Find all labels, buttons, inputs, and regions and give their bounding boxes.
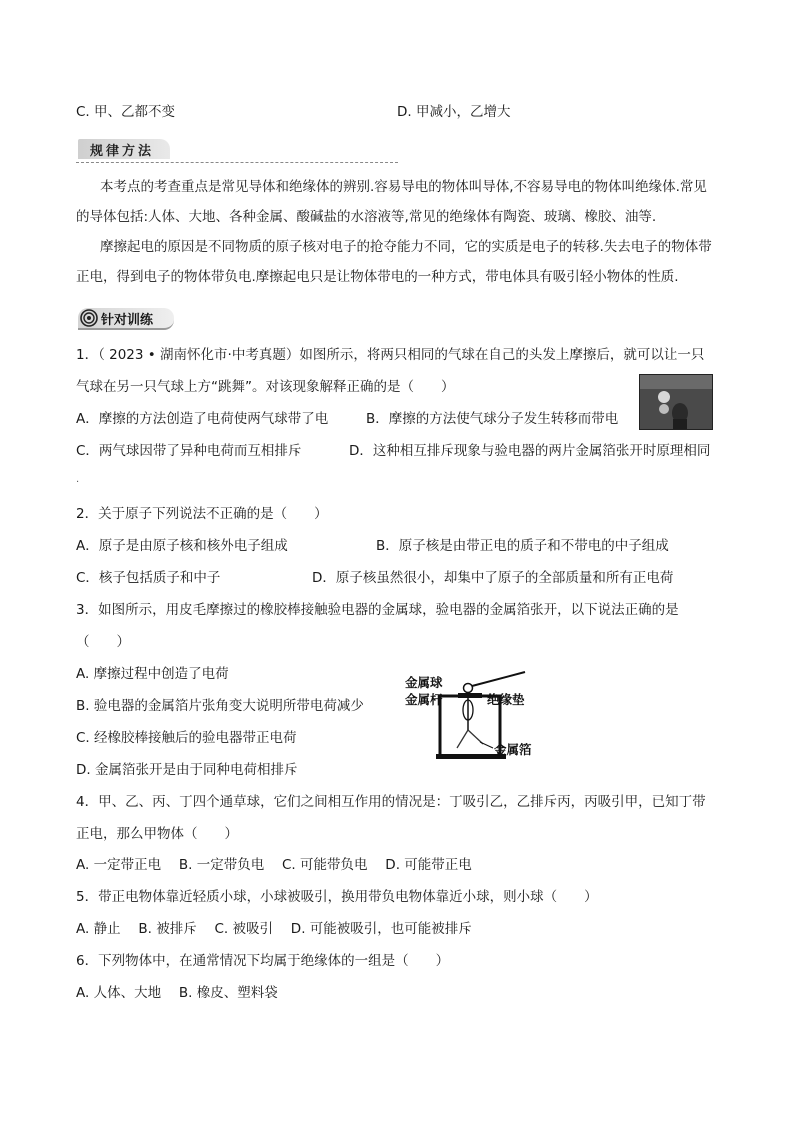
q3-option-d: D. 金属箔张开是由于同种电荷相排斥 [76,762,298,778]
q4-line-2: 正电，那么甲物体（ ） [76,826,238,842]
q3-line-2: （ ） [76,634,130,650]
q2-option-c: C．核子包括质子和中子 [76,570,221,586]
q1-option-c: C．两气球因带了异种电荷而互相排斥 [76,443,302,459]
stray-mark: . [76,474,80,485]
target-icon [80,309,98,327]
q1-line-1: 1．（ 2023 • 湖南怀化市·中考真题）如图所示，将两只相同的气球在自己的头发上摩擦后，就可以让一只 [76,347,705,363]
balloon-photo-image [640,375,712,429]
label-insulating-pad: 绝缘垫 [487,692,525,707]
q4-line-1: 4．甲、乙、丙、丁四个通草球，它们之间相互作用的情况是：丁吸引乙，乙排斥丙，丙吸引甲，已知丁带 [76,794,706,810]
q5-options: A. 静止 B. 被排斥 C. 被吸引 D. 可能被吸引，也可能被排斥 [76,921,472,937]
q3-line-1: 3．如图所示，用皮毛摩擦过的橡胶棒接触验电器的金属球，验电器的金属箔张开，以下说法正确的是 [76,602,679,618]
method-heading: 规律方法 [90,144,155,159]
q1-option-a: A．摩擦的方法创造了电荷使两气球带了电 [76,411,329,427]
q1-option-d: D．这种相互排斥现象与验电器的两片金属箔张开时原理相同 [349,443,711,459]
q2-option-d: D．原子核虽然很小，却集中了原子的全部质量和所有正电荷 [312,570,674,586]
method-paragraph-1: 本考点的考查重点是常见导体和绝缘体的辨别.容易导电的物体叫导体,不容易导电的物体叫绝缘体.常见的导体包括:人体、大地、各种金属、酸碱盐的水溶液等,常见的绝缘体有陶瓷、玻璃、橡胶、油等. [76,179,707,225]
balloon-photo [639,374,713,430]
q1-option-b: B．摩擦的方法使气球分子发生转移而带电 [366,411,619,427]
q3-option-a: A. 摩擦过程中创造了电荷 [76,666,229,682]
label-metal-ball: 金属球 [405,675,443,690]
q6-stem: 6．下列物体中，在通常情况下均属于绝缘体的一组是（ ） [76,953,450,969]
q1-line-2: 气球在另一只气球上方“跳舞”。对该现象解释正确的是（ ） [76,379,455,395]
q2-stem: 2．关于原子下列说法不正确的是（ ） [76,506,328,522]
q5-stem: 5．带正电物体靠近轻质小球，小球被吸引，换用带负电物体靠近小球，则小球（ ） [76,889,598,905]
option-d: D. 甲减小，乙增大 [397,104,511,120]
q3-option-c: C. 经橡胶棒接触后的验电器带正电荷 [76,730,297,746]
q4-options: A. 一定带正电 B. 一定带负电 C. 可能带负电 D. 可能带正电 [76,857,472,873]
label-metal-foil: 金属箔 [494,742,532,757]
electroscope-diagram [405,668,555,768]
q2-option-a: A．原子是由原子核和核外电子组成 [76,538,288,554]
q6-options: A. 人体、大地 B. 橡皮、塑料袋 [76,985,278,1001]
training-heading: 针对训练 [101,313,154,328]
method-paragraph-2: 摩擦起电的原因是不同物质的原子核对电子的抢夺能力不同，它的实质是电子的转移.失去电子的物体带正电，得到电子的物体带负电.摩擦起电只是让物体带电的一种方式，带电体具有吸引轻小物体的性质. [76,239,712,285]
label-metal-rod: 金属杆 [405,692,443,707]
q3-option-b: B. 验电器的金属箔片张角变大说明所带电荷减少 [76,698,364,714]
option-c: C. 甲、乙都不变 [76,104,176,120]
q2-option-b: B．原子核是由带正电的质子和不带电的中子组成 [376,538,669,554]
